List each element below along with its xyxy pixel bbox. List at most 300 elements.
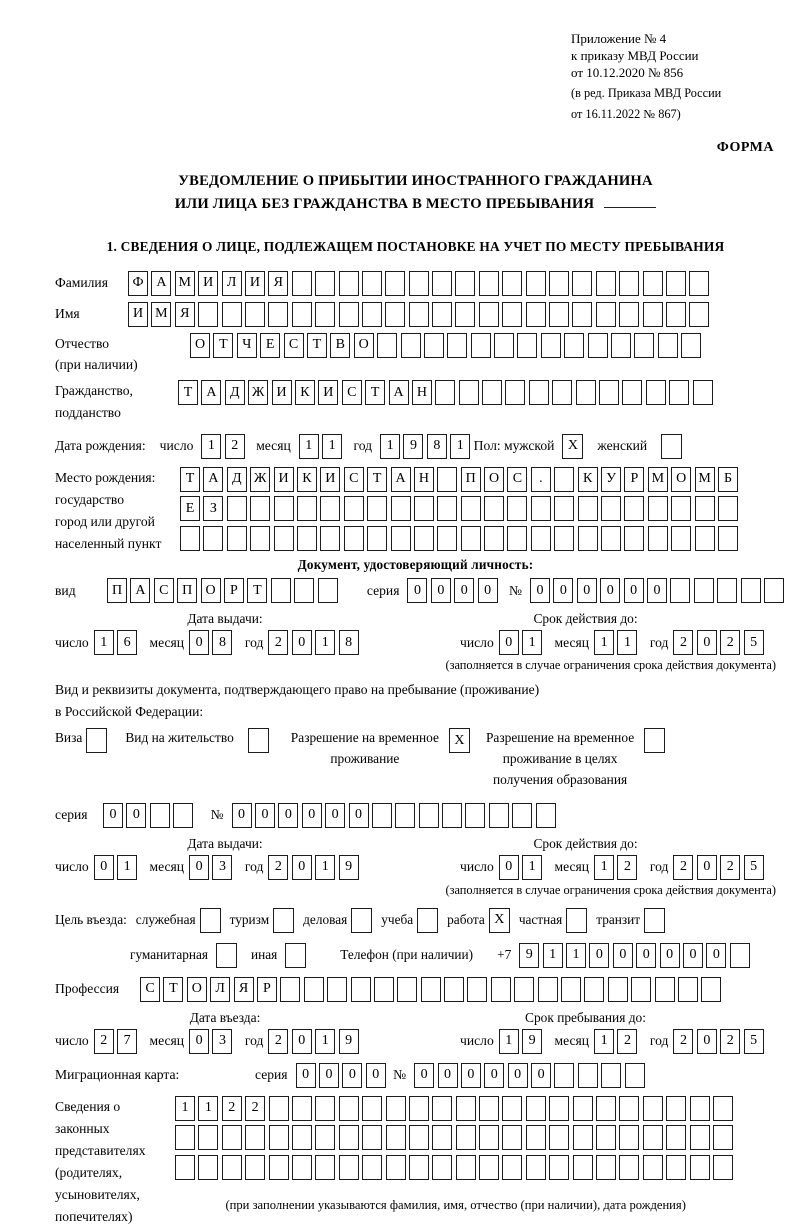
char-cell[interactable] [678, 977, 698, 1002]
char-cell[interactable]: К [297, 467, 317, 492]
char-cell[interactable]: С [284, 333, 304, 358]
char-cell[interactable]: Ж [248, 380, 268, 405]
char-cell[interactable] [442, 803, 462, 828]
char-cell[interactable] [222, 1125, 242, 1150]
patronymic-cells[interactable] [190, 333, 705, 358]
birth-day-cells[interactable] [201, 434, 248, 459]
char-cell[interactable] [339, 1096, 359, 1121]
char-cell[interactable] [455, 271, 475, 296]
char-cell[interactable]: 6 [117, 630, 137, 655]
char-cell[interactable]: О [671, 467, 691, 492]
char-cell[interactable] [362, 302, 382, 327]
char-cell[interactable] [573, 1125, 593, 1150]
char-cell[interactable]: 0 [189, 1029, 209, 1054]
char-cell[interactable] [619, 302, 639, 327]
char-cell[interactable]: 1 [315, 855, 335, 880]
char-cell[interactable]: 0 [454, 578, 474, 603]
char-cell[interactable]: М [695, 467, 715, 492]
char-cell[interactable] [484, 526, 504, 551]
char-cell[interactable]: К [578, 467, 598, 492]
char-cell[interactable]: 0 [342, 1063, 362, 1088]
char-cell[interactable]: 1 [380, 434, 400, 459]
char-cell[interactable]: 2 [720, 630, 740, 655]
char-cell[interactable] [646, 380, 666, 405]
char-cell[interactable] [362, 1125, 382, 1150]
char-cell[interactable]: 1 [617, 630, 637, 655]
char-cell[interactable]: Ж [250, 467, 270, 492]
char-cell[interactable] [386, 1125, 406, 1150]
char-cell[interactable] [479, 1125, 499, 1150]
char-cell[interactable] [304, 977, 324, 1002]
char-cell[interactable] [507, 526, 527, 551]
char-cell[interactable] [377, 333, 397, 358]
char-cell[interactable]: 5 [744, 1029, 764, 1054]
char-cell[interactable] [344, 496, 364, 521]
char-cell[interactable] [292, 302, 312, 327]
char-cell[interactable] [318, 578, 338, 603]
visa-checkbox[interactable] [86, 728, 107, 753]
char-cell[interactable] [432, 1155, 452, 1180]
char-cell[interactable] [502, 302, 522, 327]
char-cell[interactable]: 0 [325, 803, 345, 828]
char-cell[interactable] [666, 1155, 686, 1180]
char-cell[interactable] [467, 977, 487, 1002]
char-cell[interactable] [596, 1155, 616, 1180]
char-cell[interactable]: 1 [566, 943, 586, 968]
char-cell[interactable]: 0 [292, 855, 312, 880]
char-cell[interactable] [456, 1125, 476, 1150]
char-cell[interactable] [502, 1155, 522, 1180]
char-cell[interactable] [624, 496, 644, 521]
char-cell[interactable] [538, 977, 558, 1002]
char-cell[interactable] [619, 1155, 639, 1180]
char-cell[interactable]: 0 [697, 855, 717, 880]
char-cell[interactable] [274, 526, 294, 551]
char-cell[interactable] [432, 1096, 452, 1121]
char-cell[interactable]: 0 [126, 803, 146, 828]
char-cell[interactable] [372, 803, 392, 828]
char-cell[interactable] [386, 1155, 406, 1180]
char-cell[interactable]: 8 [212, 630, 232, 655]
purpose-humanitarian-checkbox[interactable] [216, 943, 237, 968]
char-cell[interactable] [222, 302, 242, 327]
char-cell[interactable]: 0 [530, 578, 550, 603]
char-cell[interactable] [437, 526, 457, 551]
char-cell[interactable]: 2 [673, 855, 693, 880]
surname-cells[interactable] [128, 271, 713, 296]
char-cell[interactable] [502, 271, 522, 296]
char-cell[interactable]: П [177, 578, 197, 603]
char-cell[interactable] [227, 526, 247, 551]
residence-expiry-year-cells[interactable] [673, 855, 767, 880]
char-cell[interactable] [690, 1155, 710, 1180]
char-cell[interactable]: 1 [522, 630, 542, 655]
char-cell[interactable] [280, 977, 300, 1002]
char-cell[interactable] [432, 302, 452, 327]
char-cell[interactable] [625, 1063, 645, 1088]
char-cell[interactable]: 0 [589, 943, 609, 968]
char-cell[interactable] [456, 1096, 476, 1121]
char-cell[interactable]: И [198, 271, 218, 296]
char-cell[interactable] [619, 1096, 639, 1121]
char-cell[interactable] [573, 1096, 593, 1121]
char-cell[interactable] [444, 977, 464, 1002]
residence-issue-year-cells[interactable] [268, 855, 362, 880]
char-cell[interactable]: 0 [499, 630, 519, 655]
char-cell[interactable]: Я [234, 977, 254, 1002]
char-cell[interactable] [573, 1155, 593, 1180]
char-cell[interactable] [227, 496, 247, 521]
char-cell[interactable]: 0 [431, 578, 451, 603]
char-cell[interactable]: 2 [673, 630, 693, 655]
char-cell[interactable] [461, 526, 481, 551]
char-cell[interactable] [634, 333, 654, 358]
char-cell[interactable] [713, 1155, 733, 1180]
representatives-row1[interactable] [175, 1096, 736, 1121]
char-cell[interactable]: Л [222, 271, 242, 296]
char-cell[interactable] [596, 1096, 616, 1121]
char-cell[interactable] [526, 1155, 546, 1180]
char-cell[interactable] [695, 526, 715, 551]
char-cell[interactable] [409, 302, 429, 327]
char-cell[interactable] [658, 333, 678, 358]
char-cell[interactable] [175, 1125, 195, 1150]
char-cell[interactable] [479, 1096, 499, 1121]
char-cell[interactable] [484, 496, 504, 521]
char-cell[interactable]: 2 [673, 1029, 693, 1054]
char-cell[interactable]: 8 [427, 434, 447, 459]
char-cell[interactable] [693, 380, 713, 405]
char-cell[interactable] [479, 1155, 499, 1180]
char-cell[interactable]: 0 [660, 943, 680, 968]
char-cell[interactable]: 8 [339, 630, 359, 655]
entry-day-cells[interactable] [94, 1029, 141, 1054]
char-cell[interactable]: К [295, 380, 315, 405]
char-cell[interactable]: 0 [349, 803, 369, 828]
firstname-cells[interactable] [128, 302, 713, 327]
char-cell[interactable]: И [320, 467, 340, 492]
purpose-tourism-checkbox[interactable] [273, 908, 294, 933]
char-cell[interactable] [689, 302, 709, 327]
char-cell[interactable]: Д [225, 380, 245, 405]
char-cell[interactable]: А [391, 467, 411, 492]
char-cell[interactable] [351, 977, 371, 1002]
char-cell[interactable]: 9 [339, 855, 359, 880]
char-cell[interactable] [320, 526, 340, 551]
birth-place-row3[interactable] [180, 526, 741, 551]
char-cell[interactable]: . [531, 467, 551, 492]
char-cell[interactable] [655, 977, 675, 1002]
char-cell[interactable]: Я [175, 302, 195, 327]
char-cell[interactable]: Ч [237, 333, 257, 358]
char-cell[interactable] [385, 271, 405, 296]
char-cell[interactable]: 1 [299, 434, 319, 459]
char-cell[interactable] [572, 302, 592, 327]
char-cell[interactable] [455, 302, 475, 327]
char-cell[interactable] [374, 977, 394, 1002]
char-cell[interactable]: О [201, 578, 221, 603]
char-cell[interactable] [713, 1125, 733, 1150]
char-cell[interactable] [491, 977, 511, 1002]
char-cell[interactable]: Р [224, 578, 244, 603]
residence-series-cells[interactable] [103, 803, 197, 828]
representatives-row2[interactable] [175, 1125, 736, 1150]
char-cell[interactable]: В [330, 333, 350, 358]
char-cell[interactable] [292, 1125, 312, 1150]
char-cell[interactable] [643, 1155, 663, 1180]
char-cell[interactable]: 2 [268, 630, 288, 655]
char-cell[interactable] [549, 302, 569, 327]
char-cell[interactable] [526, 1125, 546, 1150]
char-cell[interactable]: 1 [175, 1096, 195, 1121]
char-cell[interactable]: Ф [128, 271, 148, 296]
char-cell[interactable]: М [175, 271, 195, 296]
char-cell[interactable] [292, 1096, 312, 1121]
char-cell[interactable]: 0 [683, 943, 703, 968]
char-cell[interactable]: 2 [94, 1029, 114, 1054]
char-cell[interactable]: Н [414, 467, 434, 492]
char-cell[interactable] [648, 496, 668, 521]
residence-expiry-month-cells[interactable] [594, 855, 641, 880]
char-cell[interactable] [564, 333, 584, 358]
char-cell[interactable] [584, 977, 604, 1002]
sex-female-checkbox[interactable] [661, 434, 682, 459]
char-cell[interactable] [320, 496, 340, 521]
residence-issue-day-cells[interactable] [94, 855, 141, 880]
char-cell[interactable]: 9 [339, 1029, 359, 1054]
char-cell[interactable]: У [601, 467, 621, 492]
char-cell[interactable] [536, 803, 556, 828]
char-cell[interactable] [274, 496, 294, 521]
char-cell[interactable] [456, 1155, 476, 1180]
char-cell[interactable] [514, 977, 534, 1002]
char-cell[interactable]: 0 [189, 630, 209, 655]
char-cell[interactable] [245, 1125, 265, 1150]
char-cell[interactable] [269, 1125, 289, 1150]
char-cell[interactable] [391, 496, 411, 521]
profession-cells[interactable] [140, 977, 725, 1002]
birth-place-row1[interactable] [180, 467, 741, 492]
char-cell[interactable] [631, 977, 651, 1002]
char-cell[interactable] [531, 496, 551, 521]
char-cell[interactable] [643, 1125, 663, 1150]
temp-residence-checkbox[interactable]: X [449, 728, 470, 753]
char-cell[interactable] [730, 943, 750, 968]
char-cell[interactable]: Е [260, 333, 280, 358]
purpose-official-checkbox[interactable] [200, 908, 221, 933]
char-cell[interactable] [437, 496, 457, 521]
char-cell[interactable] [599, 380, 619, 405]
char-cell[interactable] [435, 380, 455, 405]
char-cell[interactable] [681, 333, 701, 358]
char-cell[interactable] [601, 526, 621, 551]
doc-series-cells[interactable] [407, 578, 501, 603]
char-cell[interactable]: П [107, 578, 127, 603]
char-cell[interactable] [391, 526, 411, 551]
char-cell[interactable]: И [318, 380, 338, 405]
char-cell[interactable] [271, 578, 291, 603]
char-cell[interactable] [671, 496, 691, 521]
char-cell[interactable] [367, 496, 387, 521]
char-cell[interactable]: С [344, 467, 364, 492]
char-cell[interactable] [552, 380, 572, 405]
stay-day-cells[interactable] [499, 1029, 546, 1054]
phone-cells[interactable] [519, 943, 753, 968]
char-cell[interactable] [385, 302, 405, 327]
char-cell[interactable] [339, 302, 359, 327]
char-cell[interactable] [549, 1125, 569, 1150]
char-cell[interactable] [424, 333, 444, 358]
char-cell[interactable] [479, 271, 499, 296]
char-cell[interactable] [315, 302, 335, 327]
char-cell[interactable] [339, 1125, 359, 1150]
char-cell[interactable]: 0 [508, 1063, 528, 1088]
char-cell[interactable] [619, 1125, 639, 1150]
char-cell[interactable] [344, 526, 364, 551]
char-cell[interactable] [203, 526, 223, 551]
char-cell[interactable] [180, 526, 200, 551]
char-cell[interactable] [670, 578, 690, 603]
doc-number-cells[interactable] [530, 578, 787, 603]
char-cell[interactable] [713, 1096, 733, 1121]
char-cell[interactable] [576, 380, 596, 405]
char-cell[interactable]: 2 [222, 1096, 242, 1121]
char-cell[interactable] [409, 1155, 429, 1180]
char-cell[interactable]: И [272, 380, 292, 405]
char-cell[interactable]: Т [307, 333, 327, 358]
char-cell[interactable] [578, 1063, 598, 1088]
char-cell[interactable]: С [154, 578, 174, 603]
char-cell[interactable]: 0 [499, 855, 519, 880]
char-cell[interactable] [690, 1096, 710, 1121]
char-cell[interactable] [578, 526, 598, 551]
char-cell[interactable] [601, 496, 621, 521]
char-cell[interactable] [764, 578, 784, 603]
char-cell[interactable] [689, 271, 709, 296]
birth-place-row2[interactable] [180, 496, 741, 521]
char-cell[interactable] [250, 526, 270, 551]
char-cell[interactable] [601, 1063, 621, 1088]
expiry-month-cells[interactable] [594, 630, 641, 655]
char-cell[interactable]: 0 [232, 803, 252, 828]
char-cell[interactable]: Б [718, 467, 738, 492]
char-cell[interactable] [414, 496, 434, 521]
char-cell[interactable] [432, 1125, 452, 1150]
char-cell[interactable] [718, 496, 738, 521]
residence-permit-checkbox[interactable] [248, 728, 269, 753]
char-cell[interactable]: М [151, 302, 171, 327]
char-cell[interactable]: О [190, 333, 210, 358]
char-cell[interactable] [198, 302, 218, 327]
char-cell[interactable] [526, 302, 546, 327]
char-cell[interactable]: 1 [499, 1029, 519, 1054]
char-cell[interactable]: А [130, 578, 150, 603]
char-cell[interactable] [395, 803, 415, 828]
residence-issue-month-cells[interactable] [189, 855, 236, 880]
entry-year-cells[interactable] [268, 1029, 362, 1054]
char-cell[interactable]: 9 [522, 1029, 542, 1054]
char-cell[interactable] [554, 526, 574, 551]
char-cell[interactable] [397, 977, 417, 1002]
char-cell[interactable]: О [484, 467, 504, 492]
char-cell[interactable] [482, 380, 502, 405]
representatives-row3[interactable] [175, 1155, 736, 1180]
char-cell[interactable] [409, 271, 429, 296]
char-cell[interactable] [718, 526, 738, 551]
char-cell[interactable] [362, 1096, 382, 1121]
char-cell[interactable]: Т [247, 578, 267, 603]
entry-month-cells[interactable] [189, 1029, 236, 1054]
purpose-other-checkbox[interactable] [285, 943, 306, 968]
char-cell[interactable] [541, 333, 561, 358]
char-cell[interactable] [611, 333, 631, 358]
char-cell[interactable]: Т [365, 380, 385, 405]
char-cell[interactable]: 0 [292, 1029, 312, 1054]
char-cell[interactable] [292, 1155, 312, 1180]
char-cell[interactable] [526, 271, 546, 296]
char-cell[interactable]: 9 [519, 943, 539, 968]
char-cell[interactable] [327, 977, 347, 1002]
char-cell[interactable]: С [507, 467, 527, 492]
char-cell[interactable] [741, 578, 761, 603]
char-cell[interactable] [315, 271, 335, 296]
char-cell[interactable]: 2 [720, 855, 740, 880]
char-cell[interactable]: Т [178, 380, 198, 405]
char-cell[interactable] [643, 302, 663, 327]
char-cell[interactable] [447, 333, 467, 358]
char-cell[interactable] [471, 333, 491, 358]
char-cell[interactable] [666, 271, 686, 296]
char-cell[interactable]: 1 [322, 434, 342, 459]
char-cell[interactable] [643, 271, 663, 296]
sex-male-checkbox[interactable]: X [562, 434, 583, 459]
char-cell[interactable]: Т [367, 467, 387, 492]
residence-expiry-day-cells[interactable] [499, 855, 546, 880]
char-cell[interactable] [339, 1155, 359, 1180]
char-cell[interactable] [401, 333, 421, 358]
char-cell[interactable]: Т [163, 977, 183, 1002]
char-cell[interactable]: 0 [103, 803, 123, 828]
stay-year-cells[interactable] [673, 1029, 767, 1054]
char-cell[interactable]: Д [227, 467, 247, 492]
char-cell[interactable]: 0 [706, 943, 726, 968]
char-cell[interactable] [268, 302, 288, 327]
char-cell[interactable]: Т [180, 467, 200, 492]
char-cell[interactable]: 1 [594, 630, 614, 655]
char-cell[interactable]: 0 [647, 578, 667, 603]
char-cell[interactable]: 1 [594, 855, 614, 880]
char-cell[interactable]: 0 [278, 803, 298, 828]
char-cell[interactable]: 5 [744, 855, 764, 880]
char-cell[interactable] [362, 1155, 382, 1180]
char-cell[interactable] [588, 333, 608, 358]
char-cell[interactable]: 0 [189, 855, 209, 880]
char-cell[interactable] [459, 380, 479, 405]
char-cell[interactable]: 1 [522, 855, 542, 880]
issue-month-cells[interactable] [189, 630, 236, 655]
char-cell[interactable]: Т [213, 333, 233, 358]
char-cell[interactable] [292, 271, 312, 296]
char-cell[interactable] [529, 380, 549, 405]
char-cell[interactable]: 0 [438, 1063, 458, 1088]
char-cell[interactable]: 0 [553, 578, 573, 603]
char-cell[interactable]: Л [210, 977, 230, 1002]
char-cell[interactable]: З [203, 496, 223, 521]
char-cell[interactable] [315, 1096, 335, 1121]
citizenship-cells[interactable] [178, 380, 716, 405]
char-cell[interactable] [409, 1125, 429, 1150]
char-cell[interactable] [297, 526, 317, 551]
